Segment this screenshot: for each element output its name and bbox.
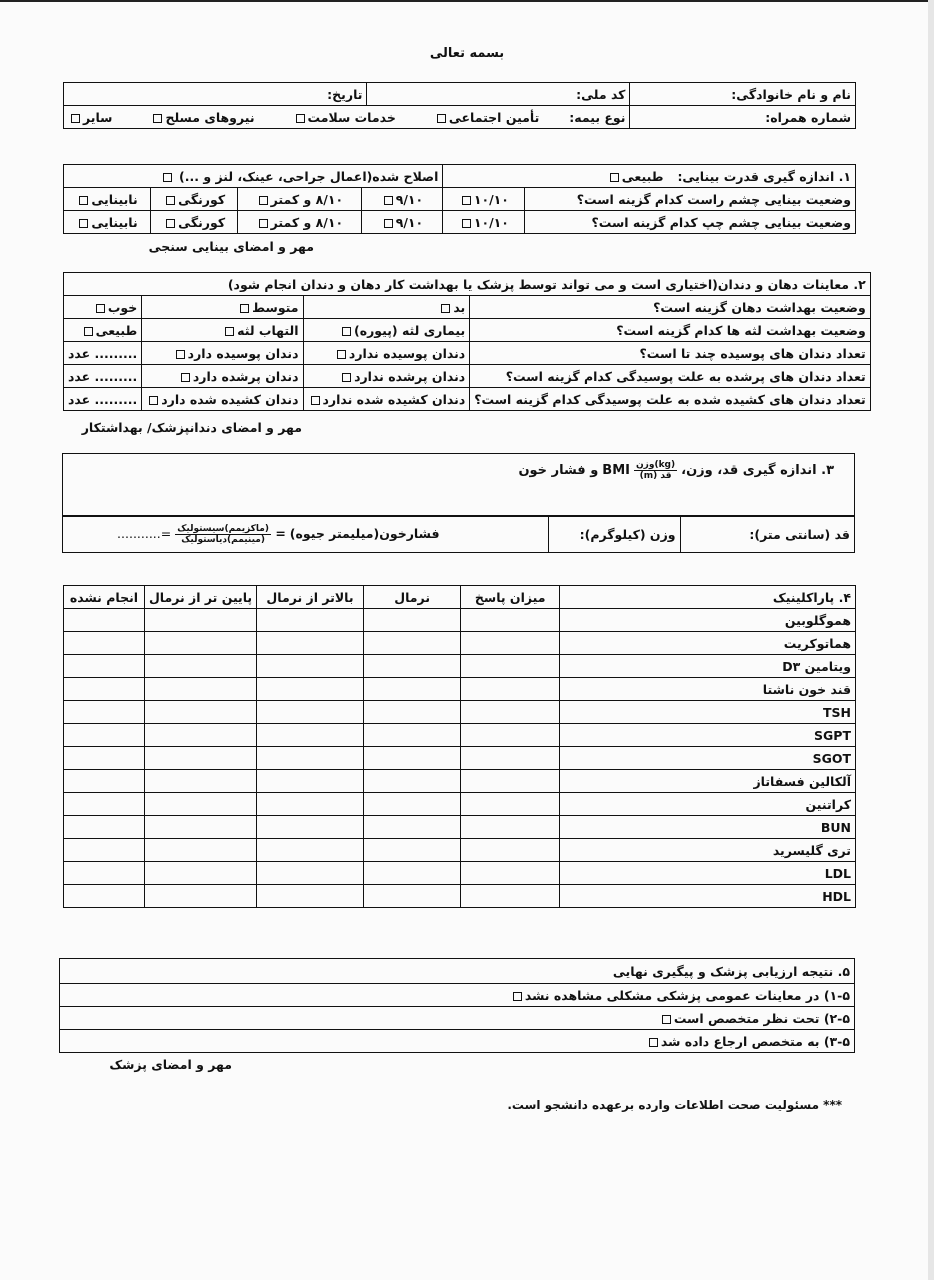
- table-row: [64, 793, 856, 816]
- checkbox-icon[interactable]: [342, 373, 351, 382]
- checkbox-icon[interactable]: [384, 219, 393, 228]
- checkbox-icon[interactable]: [259, 196, 268, 205]
- dental-r1-c[interactable]: خوب: [64, 296, 142, 319]
- checkbox-icon[interactable]: [437, 114, 446, 123]
- checkbox-icon[interactable]: [610, 173, 619, 182]
- lab-test-name: هموگلوبین: [559, 609, 855, 632]
- checkbox-icon[interactable]: [153, 114, 162, 123]
- lab-header-low: پایین تر از نرمال: [144, 586, 256, 609]
- scan-edge-right: [928, 0, 934, 1280]
- dental-signature: مهر و امضای دندانپزشک/ بهداشتکار: [81, 420, 302, 435]
- vision-corrected-cell[interactable]: [64, 165, 443, 188]
- lab-test-name: BUN: [559, 816, 855, 839]
- right-eye-opt-10[interactable]: ۱۰/۱۰: [443, 188, 525, 211]
- dental-r1-a[interactable]: بد: [303, 296, 470, 319]
- checkbox-icon[interactable]: [342, 327, 351, 336]
- date-label: تاریخ:: [327, 86, 363, 102]
- lab-table: [63, 585, 856, 908]
- checkbox-icon[interactable]: [96, 304, 105, 313]
- right-eye-question: وضعیت بینایی چشم راست کدام گزینه است؟: [525, 188, 856, 211]
- name-field[interactable]: [630, 83, 856, 106]
- evaluation-title-cell: [60, 959, 855, 984]
- national-code-label: کد ملی:: [576, 86, 626, 102]
- bmi-title-box: [62, 453, 855, 517]
- name-label: نام و نام خانوادگی:: [731, 86, 851, 102]
- phone-label: شماره همراه:: [765, 109, 851, 125]
- checkbox-icon[interactable]: [79, 196, 88, 205]
- dental-title: ۲. معاینات دهان و دندان(اختیاری است و می تواند توسط پزشک یا بهداشت کار دهان و دندان انجام شود): [227, 276, 866, 292]
- lab-header-value: میزان پاسخ: [461, 586, 560, 609]
- footer-note: *** مسئولیت صحت اطلاعات وارده برعهده دانشجو است.: [507, 1098, 842, 1112]
- vision-title: ۱. اندازه گیری قدرت بینایی:: [677, 168, 851, 184]
- checkbox-icon[interactable]: [259, 219, 268, 228]
- lab-test-name: ویتامین D۳: [559, 655, 855, 678]
- checkbox-icon[interactable]: [649, 1038, 658, 1047]
- evaluation-option-3[interactable]: ۳-۵) به متخصص ارجاع داده شد: [60, 1030, 855, 1053]
- lab-test-name: قند خون ناشتا: [559, 678, 855, 701]
- dental-r4-c[interactable]: ......... عدد: [64, 365, 142, 388]
- right-eye-opt-colorblind[interactable]: کورنگی: [151, 188, 238, 211]
- checkbox-icon[interactable]: [462, 196, 471, 205]
- left-eye-opt-blind[interactable]: نابینایی: [64, 211, 151, 234]
- evaluation-option-1[interactable]: ۱-۵) در معاینات عمومی پزشکی مشکلی مشاهده نشد: [60, 984, 855, 1007]
- vision-table: [63, 164, 856, 234]
- dental-r2-c[interactable]: طبیعی: [64, 319, 142, 342]
- checkbox-icon[interactable]: [163, 173, 172, 182]
- left-eye-opt-9[interactable]: ۹/۱۰: [361, 211, 443, 234]
- insurance-option-other[interactable]: سایر: [68, 110, 112, 125]
- bmi-measure-table: [62, 515, 855, 553]
- physician-signature: مهر و امضای پزشک: [109, 1057, 232, 1072]
- insurance-field: [64, 106, 630, 129]
- left-eye-question: وضعیت بینایی چشم چپ کدام گزینه است؟: [525, 211, 856, 234]
- lab-test-name: HDL: [559, 885, 855, 908]
- lab-test-name: تری گلیسرید: [559, 839, 855, 862]
- evaluation-option-2[interactable]: ۲-۵) تحت نظر متخصص است: [60, 1007, 855, 1030]
- lab-test-name: آلکالین فسفاتاز: [559, 770, 855, 793]
- lab-test-name: TSH: [559, 701, 855, 724]
- lab-header-test: ۴. پاراکلینیک: [559, 586, 855, 609]
- table-row: [64, 770, 856, 793]
- lab-header-normal: نرمال: [363, 586, 461, 609]
- table-row: [64, 655, 856, 678]
- checkbox-icon[interactable]: [441, 304, 450, 313]
- dental-r4-b[interactable]: دندان پرشده دارد: [142, 365, 303, 388]
- lab-test-name: SGPT: [559, 724, 855, 747]
- dental-r5-c[interactable]: ......... عدد: [64, 388, 142, 411]
- checkbox-icon[interactable]: [166, 219, 175, 228]
- checkbox-icon[interactable]: [84, 327, 93, 336]
- right-eye-opt-8[interactable]: ۸/۱۰ و کمتر: [238, 188, 361, 211]
- dental-r2-a[interactable]: بیماری لثه (پیوره): [303, 319, 470, 342]
- insurance-label: نوع بیمه:: [569, 109, 626, 125]
- table-row: [64, 701, 856, 724]
- lab-test-name: LDL: [559, 862, 855, 885]
- dental-r3-a[interactable]: دندان پوسیده ندارد: [303, 342, 470, 365]
- checkbox-icon[interactable]: [296, 114, 305, 123]
- table-row: [64, 724, 856, 747]
- checkbox-icon[interactable]: [513, 992, 522, 1001]
- checkbox-icon[interactable]: [225, 327, 234, 336]
- right-eye-opt-9[interactable]: ۹/۱۰: [361, 188, 443, 211]
- national-code-field[interactable]: [367, 83, 630, 106]
- vision-natural-option[interactable]: طبیعی: [607, 169, 664, 184]
- lab-header-notdone: انجام نشده: [64, 586, 145, 609]
- table-row: [64, 632, 856, 655]
- bp-formula: $\frac{\text{(ماکزیمم)سیستولیک}}{\text{(مینیمم)دیاستولیک}}$: [177, 523, 269, 545]
- checkbox-icon[interactable]: [176, 350, 185, 359]
- table-row: [64, 747, 856, 770]
- insurance-option-social[interactable]: تأمین اجتماعی: [434, 110, 540, 125]
- checkbox-icon[interactable]: [240, 304, 249, 313]
- bmi-title: ۳. اندازه گیری قد، وزن، $\frac{\text{(kg)وزن}}{\text{قد (m)}}$ BMI و فشار خون: [518, 460, 834, 481]
- left-eye-opt-colorblind[interactable]: کورنگی: [151, 211, 238, 234]
- date-field[interactable]: [64, 83, 367, 106]
- personal-info-table: [63, 82, 856, 129]
- bmi-formula: $\frac{\text{(kg)وزن}}{\text{قد (m)}}$: [635, 460, 676, 481]
- checkbox-icon[interactable]: [181, 373, 190, 382]
- dental-r2-b[interactable]: التهاب لثه: [142, 319, 303, 342]
- lab-header-high: بالاتر از نرمال: [257, 586, 364, 609]
- dental-title-cell: [64, 273, 871, 296]
- checkbox-icon[interactable]: [462, 219, 471, 228]
- checkbox-icon[interactable]: [149, 396, 158, 405]
- table-row: [64, 609, 856, 632]
- table-row: [64, 862, 856, 885]
- evaluation-table: [59, 958, 855, 1053]
- dental-r5-b[interactable]: دندان کشیده شده دارد: [142, 388, 303, 411]
- checkbox-icon[interactable]: [311, 396, 320, 405]
- checkbox-icon[interactable]: [662, 1015, 671, 1024]
- scan-edge-top: [0, 0, 934, 2]
- left-eye-opt-10[interactable]: ۱۰/۱۰: [443, 211, 525, 234]
- dental-r3-c[interactable]: ......... عدد: [64, 342, 142, 365]
- dental-r1-b[interactable]: متوسط: [142, 296, 303, 319]
- insurance-option-health[interactable]: خدمات سلامت: [293, 110, 396, 125]
- vision-corrected-label: اصلاح شده(اعمال جراحی، عینک، لنز و ...): [179, 168, 439, 184]
- phone-field[interactable]: [630, 106, 856, 129]
- checkbox-icon[interactable]: [166, 196, 175, 205]
- height-field[interactable]: قد (سانتی متر):: [680, 516, 854, 553]
- dental-r5-a[interactable]: دندان کشیده شده ندارد: [303, 388, 470, 411]
- lab-test-name: هماتوکریت: [559, 632, 855, 655]
- checkbox-icon[interactable]: [71, 114, 80, 123]
- table-row: [64, 678, 856, 701]
- dental-r4-a[interactable]: دندان پرشده ندارد: [303, 365, 470, 388]
- evaluation-title: ۵. نتیجه ارزیابی پزشک و پیگیری نهایی: [612, 963, 850, 979]
- table-row: [64, 839, 856, 862]
- table-row: [64, 816, 856, 839]
- checkbox-icon[interactable]: [79, 219, 88, 228]
- vision-title-cell: [443, 165, 856, 188]
- blood-pressure-field[interactable]: فشارخون(میلیمتر جیوه) = $\frac{\text{(ماکزیمم)سیستولیک}}{\text{(مینیمم)دیاستولیک}}$ =...........: [63, 516, 549, 553]
- dental-table: ۲. معاینات دهان و دندان(اختیاری است و می تواند توسط پزشک یا بهداشت کار دهان و دندان انجام شود) وضعیت بهداشت دهان گزینه است؟ بد متوسط خوب وضعیت بهداشت لثه ها کدام گزینه است؟ بیماری لثه (پیوره) التهاب لثه طبیعی تعداد دندان های پوسیده چند تا است؟ دندان پوسیده ندارد دندان پوسیده دارد ......... عدد تعداد دندان های پرشده به علت پوسیدگی کدام گزینه است؟ دندان پرشده ندارد دندان پرشده دارد ......... عدد تعداد دندان های کشیده شده به علت پوسیدگی کدام گزینه است؟ دندان کشیده شده ندارد دندان کشیده شده دارد ......... عدد: [63, 272, 871, 411]
- checkbox-icon[interactable]: [337, 350, 346, 359]
- lab-test-name: SGOT: [559, 747, 855, 770]
- vision-signature: مهر و امضای بینایی سنجی: [148, 239, 314, 254]
- right-eye-opt-blind[interactable]: نابینایی: [64, 188, 151, 211]
- checkbox-icon[interactable]: [384, 196, 393, 205]
- insurance-option-military[interactable]: نیروهای مسلح: [150, 110, 254, 125]
- left-eye-opt-8[interactable]: ۸/۱۰ و کمتر: [238, 211, 361, 234]
- lab-test-name: کراتنین: [559, 793, 855, 816]
- table-row: [64, 885, 856, 908]
- weight-field[interactable]: وزن (کیلوگرم):: [548, 516, 680, 553]
- page-title: بسمه تعالی: [429, 46, 505, 61]
- dental-r3-b[interactable]: دندان پوسیده دارد: [142, 342, 303, 365]
